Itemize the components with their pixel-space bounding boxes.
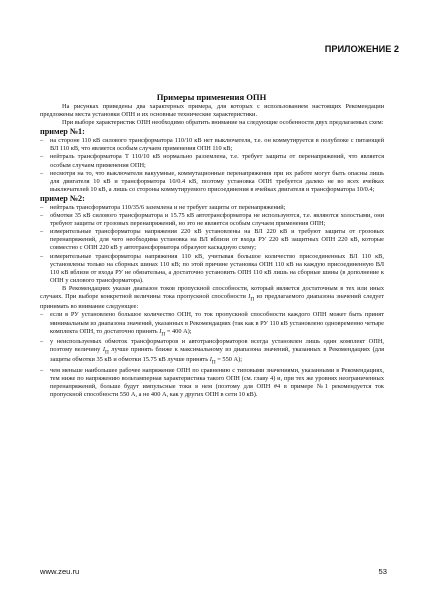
- document-body: [40, 103, 384, 399]
- example-2-heading: пример №2:: [40, 193, 85, 203]
- page-number: 53: [378, 567, 387, 576]
- paragraph-text: В Рекомендациях указан диапазон токов пропускной способности, который является достаточным в тех или иных случаях. При выборе конкретной величины тока пропускной способности: [40, 284, 384, 300]
- list-item: – нейтраль трансформатора 110/35/6 заземлена и не требует защиты от перенапряжений;: [40, 204, 384, 212]
- list-item: [40, 367, 384, 399]
- list-item: [40, 338, 384, 367]
- current-subscript: П: [161, 330, 166, 337]
- item-text: у неиспользуемых обмоток трансформаторов и автотрансформаторов всегда установлен лишь один комплект ОПН, поэтому величину: [50, 337, 384, 354]
- intro-paragraph-2: При выборе характеристик ОПН необходимо обратить внимание на следующие особенности двух предлагаемых схем:: [62, 119, 384, 127]
- footer-website: www.zeu.ru: [40, 567, 80, 576]
- item-text: = 400 А);: [166, 327, 192, 335]
- list-item: [40, 311, 384, 338]
- list-item: – на стороне 110 кВ силового трансформатора 110/10 кВ нет выключателя, т.е. он коммутируется в полублоке с питающей ВЛ 110 кВ, что является особым случаем применения ОПН 110 кВ;: [40, 137, 384, 153]
- appendix-label: ПРИЛОЖЕНИЕ 2: [324, 44, 399, 54]
- example-1-list: [40, 137, 384, 194]
- item-text: лучше принять ближе к максимальному из диапазона значений, указанных в Рекомендациях (для защиты обмотки 35 кВ и обмотки 15.75 кВ лучше принять: [50, 346, 385, 364]
- current-symbol: I: [102, 346, 105, 354]
- item-text: чем меньше наибольшее рабочее напряжение ОПН по сравнению с типовыми значениями, указанными в Рекомендациях, тем ниже по напряжению вольтамперная характеристика такого ОПН (см. главу 4) и, при тех же уровнях неограниченных перенапряжений, больше будут импульсные токи в нем (поэтому для ОПН #4 в примере №1 рекомендуется ток пропускной способности 550 А, а не 400 А, как у других ОПН в сети 10 кВ).: [50, 366, 384, 399]
- example-1-heading: пример №1:: [40, 127, 85, 137]
- intro-paragraph-1: На рисунках приведены два характерных примера, для которых с использованием настоящих Рекомендации предложены места установки ОПН и их основные технические характеристики.: [40, 103, 384, 119]
- page-title: Примеры применения ОПН: [156, 92, 267, 102]
- selection-notes-list: [40, 311, 384, 399]
- paragraph-text: из предлагаемого диапазона значений следует принимать во внимание следующее:: [40, 292, 384, 311]
- current-subscript: П: [250, 296, 255, 303]
- example-2-list: [40, 204, 384, 285]
- current-symbol: I: [209, 356, 212, 364]
- list-item: – нейтраль трансформатора Т 110/10 кВ нормально разземлена, т.е. требует защиты от перенапряжений, что является особым случаем применения ОПН;: [40, 153, 384, 169]
- list-item: – измерительные трансформаторы напряжения 220 кВ установлены на ВЛ 220 кВ и требуют защиты от грозовых перенапряжений, для чего необходима установка на ВЛ вблизи от входа РУ 220 кВ защитных ОПН 220 кВ, которые совместно с ОПН 220 кВ у автотрансформатора образуют каскадную схему;: [40, 228, 384, 252]
- current-symbol: I: [159, 327, 162, 335]
- current-capacity-paragraph: [40, 285, 384, 312]
- list-item: – обмотки 35 кВ силового трансформатора и 15.75 кВ автотрансформатора не используются, т.е. являются холостыми, они требуют защиты от грозовых перенапряжений, но это не является особым случаем применения ОПН;: [40, 212, 384, 228]
- item-text: = 550 А);: [217, 356, 242, 364]
- list-item: – измерительные трансформаторы напряжения 110 кВ, учитывая большое количество присоединенных ВЛ 110 кВ, установлены только на сборных шинах 110 кВ; по этой причине установка ОПН 110 кВ на каждую присоединенную ВЛ 110 кВ вблизи от входа РУ не обязательна, а достаточно установить ОПН 110 кВ лишь на сборные шины (в дополнение к ОПН у силового трансформатора).: [40, 253, 384, 285]
- list-item: – несмотря на то, что выключатели вакуумные, коммутационные перенапряжения при их работе могут быть опасны лишь для двигателя 10 кВ и трансформатора 10/0.4 кВ, поэтому установка ОПН требуется далеко не во всех ячейках выключателей 10 кВ, а лишь со стороны коммутируемого присоединения в ячейках двигателя и трансформатора 10/0.4;: [40, 170, 384, 194]
- current-subscript: П: [211, 359, 216, 366]
- current-symbol: I: [248, 292, 251, 300]
- item-text: если в РУ установлено большое количество ОПН, то ток пропускной способности каждого ОПН может быть принят минимальным из диапазона значений, указанных в Рекомендациях (так как в РУ 110 кВ установлено одновременно четыре комплекта ОПН, то достаточно принять: [50, 311, 384, 335]
- current-subscript: П: [104, 349, 109, 356]
